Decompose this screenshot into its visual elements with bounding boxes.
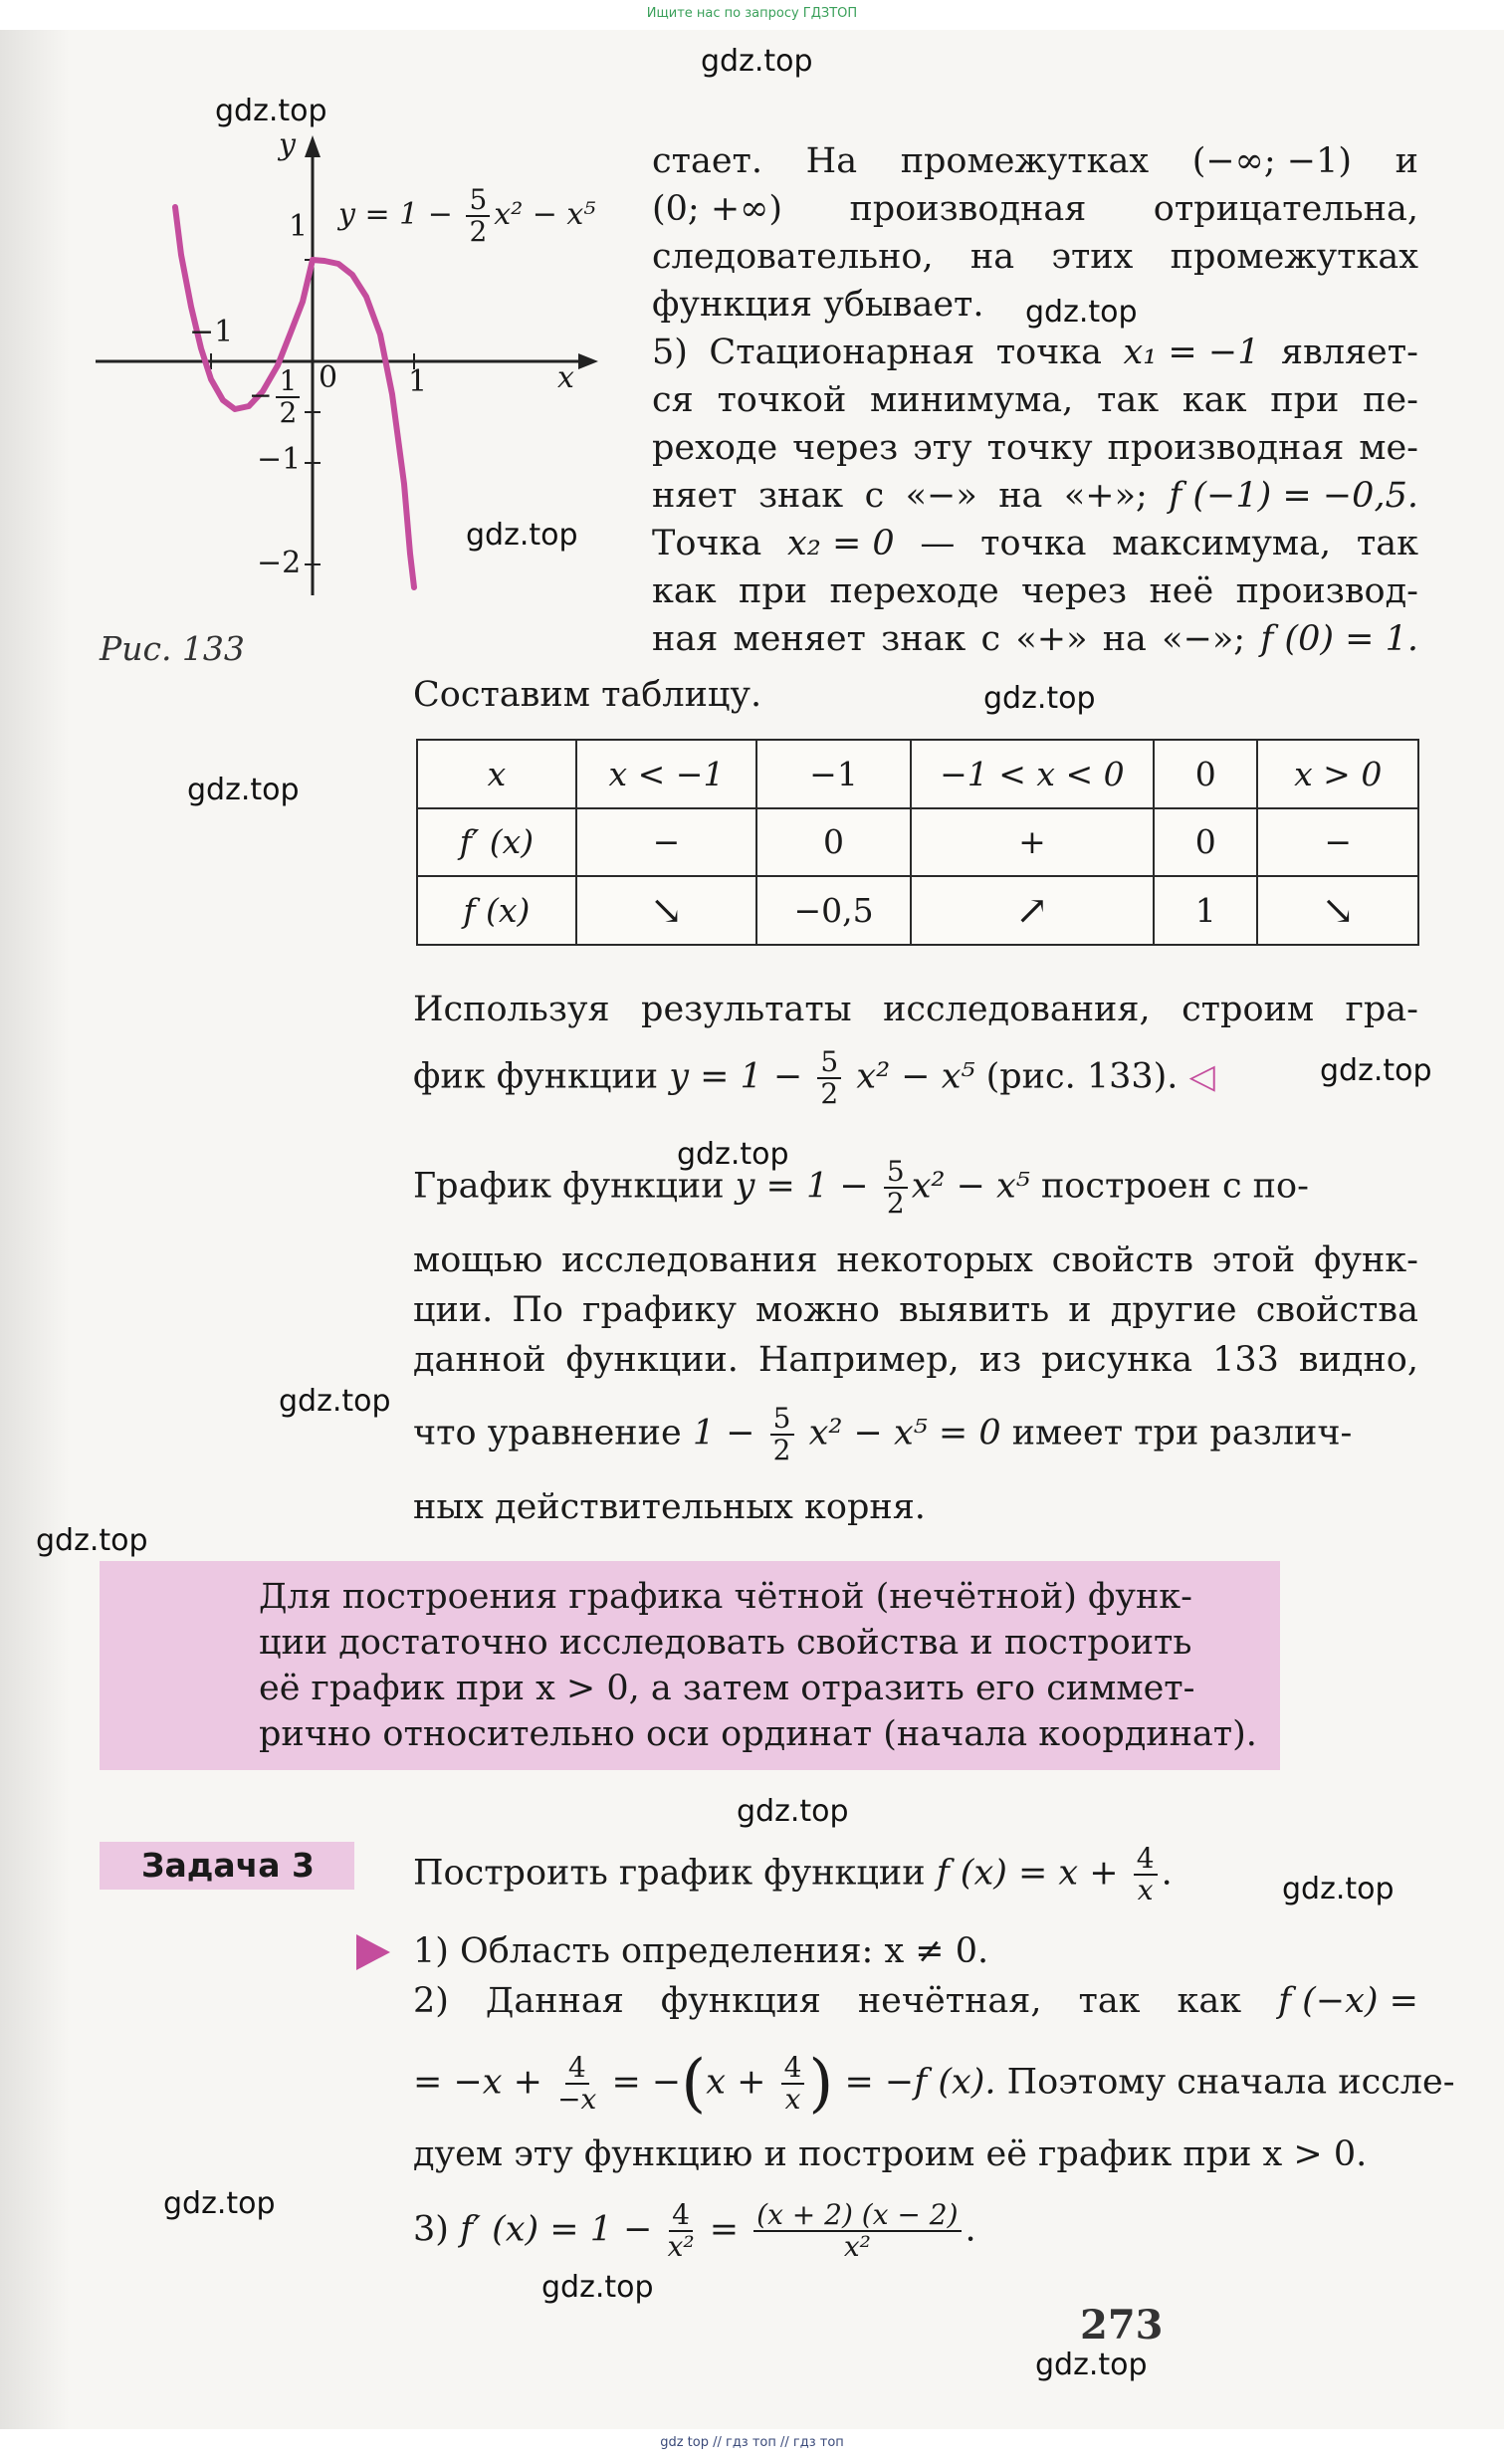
header-note: Ищите нас по запросу ГДЗТОП [646, 6, 858, 21]
tick-label-y-1: 1 [289, 209, 309, 244]
task-step1: 1) Область определения: x ≠ 0. [413, 1931, 989, 1971]
table-cell: 1 [1154, 876, 1257, 945]
back-triangle-icon: ◁ [1188, 1056, 1215, 1097]
table-cell: f (x) [417, 876, 576, 945]
text-line: ся точкой минимума, так как при пе- [652, 380, 1418, 420]
increase-arrow-icon: ↗ [911, 876, 1154, 945]
text-line: как при переходе через неё производ- [652, 571, 1418, 611]
task-step2b: = −x + $\frac{4}{-x}$ = −(x + $\frac{4}{x}$ ) = −f (x). Поэтому сначала иссле- [413, 2047, 1455, 2121]
para2-line3: ции. По графику можно выявить и другие свойства [413, 1290, 1418, 1330]
watermark: gdz.top [1035, 2348, 1148, 2382]
y-axis-arrow [305, 135, 321, 157]
text-line: следовательно, на этих промежутках [652, 237, 1418, 277]
rule-line: её график при x > 0, а затем отразить его симмет- [259, 1669, 1195, 1708]
watermark: gdz.top [983, 681, 1096, 716]
tick-label-minus-half: − $\frac{1}{2}$ [249, 366, 304, 428]
watermark: gdz.top [1025, 295, 1138, 330]
table-cell: f′ (x) [417, 808, 576, 877]
watermark: gdz.top [215, 94, 327, 128]
watermark: gdz.top [677, 1137, 789, 1172]
tick-label-zero: 0 [319, 360, 338, 395]
watermark: gdz.top [1282, 1872, 1395, 1906]
table-cell: −1 [756, 740, 911, 808]
table-cell: − [576, 808, 756, 877]
table-cell: 0 [1154, 808, 1257, 877]
table-row [417, 808, 1418, 877]
para2-line5: что уравнение 1 − $\frac{5}{2}$ x² − x⁵ = 0 имеет три различ- [413, 1402, 1353, 1466]
watermark: gdz.top [163, 2186, 276, 2221]
text-line: няет знак с «−» на «+»; f (−1) = −0,5. [652, 476, 1418, 516]
tick-label-y-minus-1: −1 [257, 442, 302, 477]
watermark: gdz.top [1320, 1053, 1432, 1088]
text-line: стает. На промежутках (−∞; −1) и [652, 141, 1418, 181]
table-cell: 0 [1154, 740, 1257, 808]
para1-line2: фик функции y = 1 − $\frac{5}{2}$ x² − x⁵ (рис. 133). ◁ [413, 1045, 1215, 1110]
text-line: (0; +∞) производная отрицательна, [652, 189, 1418, 229]
rule-line: Для построения графика чётной (нечётной) функ- [259, 1577, 1193, 1617]
axis-label-y: y [279, 127, 296, 162]
rule-line: рично относительно оси ординат (начала координат). [259, 1714, 1257, 1754]
para2-line1: График функции y = 1 − $\frac{5}{2}$ x² − x⁵ построен с по- [413, 1155, 1309, 1220]
watermark: gdz.top [187, 773, 300, 807]
table-row [417, 876, 1418, 945]
table-cell: −0,5 [756, 876, 911, 945]
watermark: gdz.top [737, 1794, 849, 1829]
task-label: Задача 3 [100, 1842, 354, 1890]
rule-line: ции достаточно исследовать свойства и построить [259, 1623, 1192, 1663]
watermark: gdz.top [36, 1523, 148, 1558]
task-step2c: дуем эту функцию и построим её график при x > 0. [413, 2134, 1368, 2174]
watermark: gdz.top [466, 518, 578, 553]
footer-note: gdz top // гдз топ // гдз топ [660, 2435, 844, 2450]
tick-label-x-minus-1: −1 [189, 315, 234, 349]
text-line: Точка x₂ = 0 — точка максимума, так [652, 524, 1418, 563]
decrease-arrow-icon: ↘ [1257, 876, 1418, 945]
task-step3: 3) f′ (x) = 1 − $\frac{4}{\text{x²}}$ = $\frac{(x + 2) (x - 2)}{\text{x²}}$ . [413, 2198, 976, 2263]
decrease-arrow-icon: ↘ [576, 876, 756, 945]
table-cell: −1 < x < 0 [911, 740, 1154, 808]
para2-line4: данной функции. Например, из рисунка 133 видно, [413, 1340, 1418, 1380]
task-statement: Построить график функции f (x) = x + $\frac{4}{x}$ . [413, 1842, 1173, 1906]
x-axis-arrow [578, 353, 598, 369]
derivative-table [416, 739, 1419, 946]
table-cell: + [911, 808, 1154, 877]
text-line: ная меняет знак с «+» на «−»; f (0) = 1. [652, 619, 1418, 659]
tick-label-y-minus-2: −2 [257, 546, 302, 580]
watermark: gdz.top [279, 1384, 391, 1419]
table-cell: x [417, 740, 576, 808]
table-intro: Составим таблицу. [413, 675, 762, 715]
tick-label-x-1: 1 [408, 364, 428, 399]
solution-marker-icon [356, 1934, 390, 1970]
rule-box [100, 1561, 1280, 1770]
watermark: gdz.top [541, 2270, 654, 2305]
page-number: 273 [1080, 2302, 1164, 2349]
page-shadow [0, 30, 70, 2429]
figure-caption: Рис. 133 [100, 629, 245, 668]
text-line: 5) Стационарная точка x₁ = −1 являет- [652, 333, 1418, 372]
text-line: реходе через эту точку производная ме- [652, 428, 1418, 468]
text-line: функция убывает. [652, 285, 984, 325]
axis-label-x: x [557, 360, 574, 395]
table-row [417, 740, 1418, 808]
watermark: gdz.top [701, 44, 813, 79]
table-cell: 0 [756, 808, 911, 877]
para1-line1: Используя результаты исследования, строим гра- [413, 990, 1418, 1029]
task-step2: 2) Данная функция нечётная, так как f (−x) = [413, 1981, 1418, 2021]
table-cell: x < −1 [576, 740, 756, 808]
graph-equation: y = 1 − $\frac{5}{2}$ x² − x⁵ [338, 183, 596, 248]
para2-line6: ных действительных корня. [413, 1487, 926, 1527]
table-cell: x > 0 [1257, 740, 1418, 808]
para2-line2: мощью исследования некоторых свойств этой функ- [413, 1240, 1418, 1280]
table-cell: − [1257, 808, 1418, 877]
